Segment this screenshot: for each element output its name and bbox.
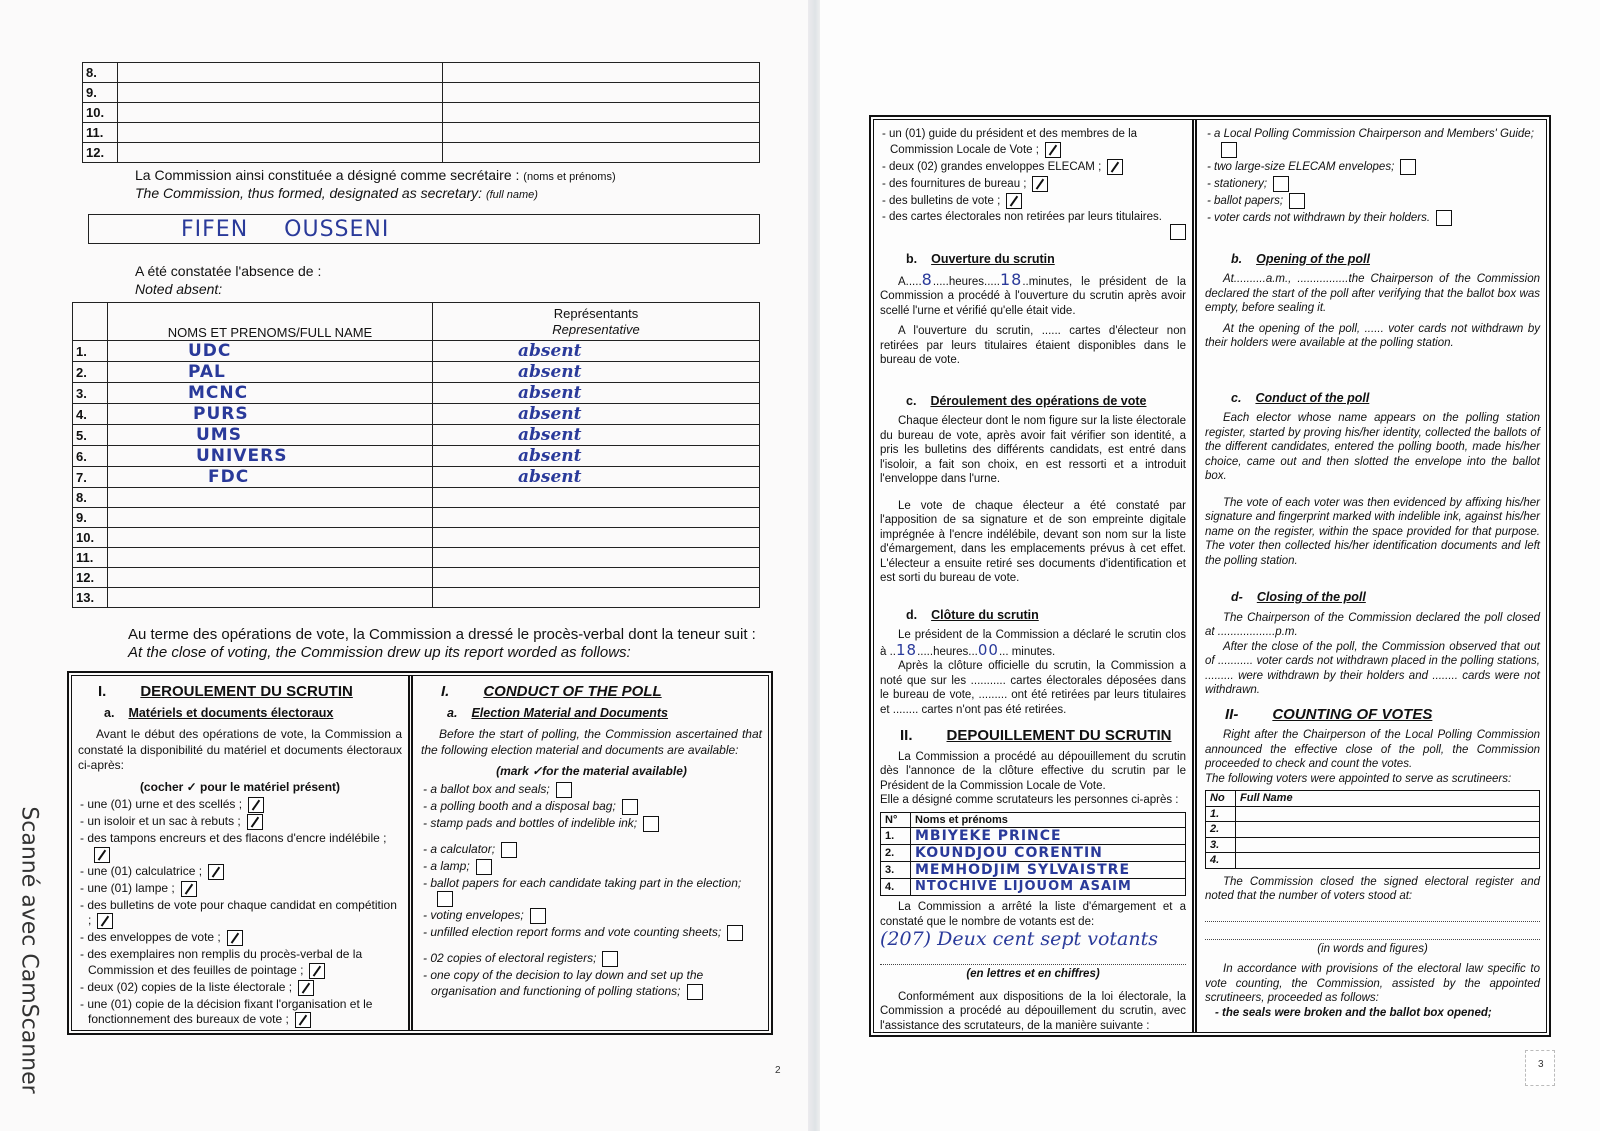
opening-p1-en: At..........a.m., ................the Chairperson of the Commission declared the start of the poll after verifying that the ballot box was empty, before sealing it. <box>1205 273 1540 314</box>
material-item: - voter cards not withdrawn by their holders. <box>1205 210 1540 226</box>
words-figures-note-fr: (en lettres et en chiffres) <box>966 968 1100 980</box>
checkbox-checked[interactable] <box>1032 176 1048 192</box>
column-divider <box>1192 120 1197 1032</box>
checkbox-empty[interactable] <box>1273 176 1289 192</box>
representative-cell[interactable] <box>433 548 760 568</box>
secretary-label-en: The Commission, thus formed, designated as secretary: (full name) <box>135 185 538 201</box>
member-role-cell[interactable] <box>443 123 760 143</box>
absent-name-cell[interactable]: UNIVERS <box>108 446 433 467</box>
absent-name-cell[interactable] <box>108 508 433 528</box>
member-role-cell[interactable] <box>443 143 760 163</box>
material-item: - des enveloppes de vote ; <box>78 930 402 946</box>
closing-p2-fr: Après la clôture officielle du scrutin, la Commission a noté que sur les ........... cartes électorales déposées dans le bureau de vote, ......... ont été retirées par leurs titulaires et ........ cartes n'ont pas été retirées. <box>880 660 1186 716</box>
table-row: 1. UDC absent <box>73 341 760 362</box>
section-continuation-box <box>870 116 1550 1036</box>
material-item: - stamp pads and bottles of indelible ink; <box>421 816 762 832</box>
closing-p1-en: The Chairperson of the Commission declared the poll closed at ..................p.m. <box>1205 611 1540 638</box>
member-name-cell[interactable] <box>118 63 443 83</box>
scrutineer-name-cell[interactable]: MBIYEKE PRINCE <box>911 828 1186 845</box>
counting-p2-fr: Elle a désigné comme scrutateurs les personnes ci-après : <box>880 794 1179 806</box>
checkbox-checked[interactable] <box>227 930 243 946</box>
right-english-column <box>1199 120 1546 1032</box>
absent-name-cell[interactable]: FDC <box>108 467 433 488</box>
representative-cell[interactable]: absent <box>433 383 760 404</box>
absent-name-cell[interactable] <box>108 488 433 508</box>
material-item: - des exemplaires non remplis du procès-verbal de la Commission et des feuilles de pointage ; <box>80 947 363 977</box>
checkbox-checked[interactable] <box>1006 193 1022 209</box>
table-row: 5. UMS absent <box>73 425 760 446</box>
opening-p2-en: At the opening of the poll, ...... voter cards not withdrawn by their holders were available at the polling station. <box>1205 322 1540 349</box>
table-row: 10. <box>73 528 760 548</box>
material-item: - une (01) calculatrice ; <box>78 864 402 880</box>
table-row: 3. MEMHODJIM SYLVAISTRE <box>881 862 1186 879</box>
representative-cell[interactable] <box>433 568 760 588</box>
checkbox-empty[interactable] <box>1436 210 1452 226</box>
material-item: - un (01) guide du président et des membres de la Commission Locale de Vote ; <box>882 128 1138 156</box>
counting-p4-en: In accordance with provisions of the electoral law specific to vote counting, the Commission, assisted by the appointed scrutineers, proceeded as follows: <box>1205 963 1540 1004</box>
table-row: 9. <box>73 508 760 528</box>
counting-p1-fr: La Commission a procédé au dépouillement du scrutin dès l'annonce de la clôture effective du scrutin par le Président de la Commission Locale de Vote. <box>880 750 1186 792</box>
material-item: - des fournitures de bureau ; <box>880 176 1186 192</box>
representative-cell[interactable]: absent <box>433 404 760 425</box>
material-item: - un isoloir et un sac à rebuts ; <box>78 814 402 830</box>
table-row: 3. MCNC absent <box>73 383 760 404</box>
representative-cell[interactable]: absent <box>433 341 760 362</box>
checkbox-empty[interactable] <box>1400 159 1416 175</box>
section-heading-en: I. CONDUCT OF THE POLL <box>441 683 662 700</box>
counting-p3-en: The Commission closed the signed electoral register and noted that the number of voters stood at: <box>1205 875 1540 902</box>
column-divider <box>408 676 413 1030</box>
table-row: 6. UNIVERS absent <box>73 446 760 467</box>
intro-fr: Avant le début des opérations de vote, la Commission a constaté la disponibilité du matériel et documents électoraux ci-après: <box>78 727 402 772</box>
checkbox-empty[interactable] <box>727 925 743 941</box>
conduct-p1-en: Each elector whose name appears on the polling station register, started by proving his/her identity, collected the ballots of the different candidates, entered the polling booth, made his/her choice, came out and then slotted the envelope into the ballot box. <box>1205 412 1540 482</box>
representative-cell[interactable]: absent <box>433 362 760 383</box>
closing-p2-en: After the close of the poll, the Commission observed that out of ........... voter cards not withdrawn placed in the polling stations, ......... were withdrawn by their holders and ........ cards were not withdrawn. <box>1205 640 1540 696</box>
table-row: 13. <box>73 588 760 608</box>
checkbox-checked[interactable] <box>247 814 263 830</box>
material-item: - des bulletins de vote ; <box>880 193 1186 209</box>
counting-p3-fr: La Commission a arrêté la liste d'émargement et a constaté que le nombre de votants est de: <box>880 901 1186 928</box>
table-row: 10. <box>83 103 760 123</box>
scrutineer-name-cell[interactable] <box>1236 806 1540 822</box>
checkbox-checked[interactable] <box>298 980 314 996</box>
material-item: - a ballot box and seals; <box>421 782 762 798</box>
checkbox-empty[interactable] <box>476 859 492 875</box>
table-row: 2. <box>1206 822 1540 838</box>
absent-name-cell[interactable]: PAL <box>108 362 433 383</box>
representative-cell[interactable]: absent <box>433 467 760 488</box>
material-item: - a lamp; <box>421 859 762 875</box>
material-item: - une (01) lampe ; <box>78 881 402 897</box>
absent-label-fr: A été constatée l'absence de : <box>135 263 322 279</box>
checkbox-checked[interactable] <box>248 797 264 813</box>
checkbox-checked[interactable] <box>208 864 224 880</box>
opening-heading-fr: b. Ouverture du scrutin <box>906 252 1055 266</box>
material-item: - des bulletins de vote pour chaque candidat en compétition ; <box>80 897 397 928</box>
scrutineer-name-cell[interactable]: MEMHODJIM SYLVAISTRE <box>911 862 1186 879</box>
checkbox-checked[interactable] <box>97 913 113 929</box>
checkbox-checked[interactable] <box>295 1012 311 1028</box>
checkbox-empty[interactable] <box>643 816 659 832</box>
scrutineers-table-fr <box>880 812 1186 897</box>
table-header-row: No Full Name <box>1206 791 1540 807</box>
checkbox-checked[interactable] <box>181 881 197 897</box>
material-item: - two large-size ELECAM envelopes; <box>1205 159 1540 175</box>
table-row: 4. NTOCHIVE LIJOUOM ASAIM <box>881 879 1186 896</box>
right-page <box>820 0 1600 1131</box>
table-row: 2. KOUNDJOU CORENTIN <box>881 845 1186 862</box>
closing-heading-en: d- Closing of the poll <box>1231 590 1366 604</box>
closing-p1-fr: Le président de la Commission a déclaré le scrutin clos à ..18.....heures...00... minutes. <box>880 629 1186 659</box>
table-row: 11. <box>83 123 760 143</box>
material-item: - ballot papers; <box>1205 193 1540 209</box>
material-item: - a polling booth and a disposal bag; <box>421 799 762 815</box>
report-intro-fr: Au terme des opérations de vote, la Commission a dressé le procès-verbal dont la teneur suit : <box>128 626 756 643</box>
instruction-en: (mark ✓for the material available) <box>496 764 687 778</box>
table-row: 8. <box>73 488 760 508</box>
conduct-heading-fr: c. Déroulement des opérations de vote <box>906 393 1147 408</box>
scrutineers-table-en <box>1205 790 1540 869</box>
section-english-column <box>415 676 768 1030</box>
table-row: 12. <box>73 568 760 588</box>
counting-p2-en: The following voters were appointed to serve as scrutineers: <box>1205 772 1512 785</box>
checkbox-checked[interactable] <box>94 847 110 863</box>
table-header-row <box>73 303 760 341</box>
opening-paragraph-fr: A.....8.....heures.....18..minutes, le président de la Commission a procédé à l'ouverture du scrutin après avoir scellé l'urne et vérifié qu'elle était vide. <box>880 269 1186 317</box>
header-full-name: NOMS ET PRENOMS/FULL NAME <box>108 303 433 341</box>
absent-name-cell[interactable]: UDC <box>108 341 433 362</box>
counting-p1-en: Right after the Chairperson of the Local Polling Commission announced the effective close of the poll, the Commission proceeded to check and count the votes. <box>1205 729 1540 770</box>
absent-name-cell[interactable] <box>108 548 433 568</box>
opening-hours-value[interactable]: 8 <box>921 269 933 289</box>
absent-representatives-table <box>72 302 760 608</box>
voters-count-field[interactable]: (207) Deux cent sept votants <box>880 931 1186 965</box>
material-item: - deux (02) grandes enveloppes ELECAM ; <box>880 159 1186 175</box>
material-item: - des cartes électorales non retirées par leurs titulaires. <box>880 210 1186 241</box>
report-intro-en: At the close of voting, the Commission drew up its report worded as follows: <box>128 644 631 661</box>
section-conduct-of-poll <box>68 672 772 1034</box>
material-item: - voting envelopes; <box>421 908 762 924</box>
material-item: - une (01) copie de la décision fixant l'organisation et le fonctionnement des bureaux de vote ; <box>80 996 373 1027</box>
secretary-label-fr: La Commission ainsi constituée a désigné comme secrétaire : (noms et prénoms) <box>135 167 616 183</box>
member-role-cell[interactable] <box>443 63 760 83</box>
conduct-heading-en: c. Conduct of the poll <box>1231 390 1370 405</box>
member-name-cell[interactable] <box>118 143 443 163</box>
section-french-column <box>72 676 408 1030</box>
closing-minutes-value[interactable]: 00 <box>977 640 999 659</box>
absent-name-cell[interactable]: UMS <box>108 425 433 446</box>
checkbox-checked[interactable] <box>1107 159 1123 175</box>
conduct-p2-fr: Le vote de chaque électeur a été constaté par l'apposition de sa signature et de son empreinte digitale imprégnée à l'encre indélébile, devant son nom sur la liste d'émargement, dans les emplacements prévus à cet effet. L'électeur a ensuite retiré ses documents d'identification et est sorti du bureau de vote. <box>880 499 1186 584</box>
material-item: - 02 copies of electoral registers; <box>421 951 762 967</box>
absent-label-en: Noted absent: <box>135 281 223 297</box>
conduct-p1-fr: Chaque électeur dont le nom figure sur la liste électorale du bureau de vote, après avoir fait vérifier son identité, a pris les bulletins des différents candidats, est entré dans l'isoloir, a fait son choix, en est ressorti et a introduit l'enveloppe dans l'urne. <box>880 415 1186 485</box>
voters-count-field-en[interactable] <box>1205 906 1540 922</box>
checkbox-empty[interactable] <box>1170 224 1186 240</box>
scrutineer-name-cell[interactable]: KOUNDJOU CORENTIN <box>911 845 1186 862</box>
right-french-column <box>874 120 1192 1032</box>
absent-name-cell[interactable] <box>108 588 433 608</box>
material-item: - deux (02) copies de la liste électorale ; <box>78 980 402 996</box>
table-row: 1. <box>1206 806 1540 822</box>
material-item: - one copy of the decision to lay down and set up the organisation and functioning of polling stations; <box>423 968 704 998</box>
table-row: 2. PAL absent <box>73 362 760 383</box>
material-item: - une (01) urne et des scellés ; <box>78 797 402 813</box>
representative-cell[interactable] <box>433 588 760 608</box>
checkbox-empty[interactable] <box>530 908 546 924</box>
section-heading-fr: I. DEROULEMENT DU SCRUTIN <box>98 683 353 700</box>
member-name-cell[interactable] <box>118 83 443 103</box>
checkbox-empty[interactable] <box>1221 142 1237 158</box>
material-item: - a Local Polling Commission Chairperson and Members' Guide; <box>1205 127 1540 158</box>
opening-cards-fr: A l'ouverture du scrutin, ...... cartes d'électeur non retirées par leurs titulaires étaient disponibles dans le bureau de vote. <box>880 325 1186 366</box>
absent-name-cell[interactable]: PURS <box>108 404 433 425</box>
page-number-tab <box>1525 1050 1555 1086</box>
checkbox-empty[interactable] <box>437 891 453 907</box>
subsection-heading-fr: a. Matériels et documents électoraux <box>104 705 334 720</box>
counting-p4-fr: Conformément aux dispositions de la loi électorale, la Commission a procédé au dépouillement du scrutin, avec l'assistance des scrutateurs, de la manière suivante : <box>880 990 1186 1032</box>
table-row: 3. <box>1206 837 1540 853</box>
commission-members-table <box>82 62 760 163</box>
table-row: 4. PURS absent <box>73 404 760 425</box>
conduct-p2-en: The vote of each voter was then evidenced by affixing his/her signature and fingerprint marked with indelible ink, against his/her name on the register, within the space provided for that purpose. The voter then collected his/her identification documents and left the polling station. <box>1205 496 1540 567</box>
representative-cell[interactable]: absent <box>433 446 760 467</box>
table-header-row: N° Noms et prénoms <box>881 812 1186 828</box>
absent-name-cell[interactable] <box>108 568 433 588</box>
subsection-heading-en: a. Election Material and Documents <box>447 705 669 720</box>
table-row: 8. <box>83 63 760 83</box>
representative-cell[interactable] <box>433 488 760 508</box>
member-name-cell[interactable] <box>118 123 443 143</box>
material-item: - ballot papers for each candidate taking part in the election; <box>421 876 762 908</box>
camscanner-watermark: Scanné avec CamScanner <box>16 806 42 1094</box>
material-item: - a calculator; <box>421 842 762 858</box>
member-role-cell[interactable] <box>443 83 760 103</box>
representative-cell[interactable]: absent <box>433 425 760 446</box>
scrutineer-name-cell[interactable] <box>1236 837 1540 853</box>
checkbox-empty[interactable] <box>687 984 703 1000</box>
scrutineer-name-cell[interactable] <box>1236 822 1540 838</box>
page-number: 3 <box>1538 1059 1544 1070</box>
words-figures-note-en: (in words and figures) <box>1317 942 1428 955</box>
representative-cell[interactable] <box>433 508 760 528</box>
secretary-field[interactable]: FIFEN OUSSENI <box>88 214 760 244</box>
closing-hours-value[interactable]: 18 <box>896 640 918 659</box>
member-name-cell[interactable] <box>118 103 443 123</box>
voters-count-field-en-2[interactable] <box>1205 924 1540 940</box>
table-row: 12. <box>83 143 760 163</box>
counting-p5-en: - the seals were broken and the ballot box opened; <box>1215 1006 1492 1019</box>
checkbox-empty[interactable] <box>1289 193 1305 209</box>
representative-cell[interactable] <box>433 528 760 548</box>
table-row: 9. <box>83 83 760 103</box>
opening-minutes-value[interactable]: 18 <box>999 269 1023 289</box>
page-number: 2 <box>775 1065 781 1076</box>
scrutineer-name-cell[interactable] <box>1236 853 1540 869</box>
checkbox-empty[interactable] <box>622 799 638 815</box>
checkbox-empty[interactable] <box>602 951 618 967</box>
member-role-cell[interactable] <box>443 103 760 123</box>
intro-en: Before the start of polling, the Commission ascertained that the following election material and documents are available: <box>421 727 762 757</box>
header-representative: Représentants Representative <box>433 303 760 341</box>
counting-heading-en: II- COUNTING OF VOTES <box>1225 705 1433 723</box>
table-row: 11. <box>73 548 760 568</box>
table-row: 4. <box>1206 853 1540 869</box>
closing-heading-fr: d. Clôture du scrutin <box>906 607 1039 622</box>
opening-heading-en: b. Opening of the poll <box>1231 251 1370 266</box>
material-item: - des tampons encreurs et des flacons d'encre indélébile ; <box>78 831 402 863</box>
absent-name-cell[interactable]: MCNC <box>108 383 433 404</box>
instruction-fr: (cocher ✓ pour le matériel présent) <box>139 779 341 794</box>
material-item: - unfilled election report forms and vote counting sheets; <box>421 925 762 941</box>
checkbox-checked[interactable] <box>309 963 325 979</box>
material-item: - stationery; <box>1205 176 1540 192</box>
absent-name-cell[interactable] <box>108 528 433 548</box>
checkbox-empty[interactable] <box>556 782 572 798</box>
counting-heading-fr: II. DEPOUILLEMENT DU SCRUTIN <box>900 727 1172 744</box>
checkbox-empty[interactable] <box>501 842 517 858</box>
checkbox-checked[interactable] <box>1045 142 1061 158</box>
table-row: 1. MBIYEKE PRINCE <box>881 828 1186 845</box>
table-row: 7. FDC absent <box>73 467 760 488</box>
scrutineer-name-cell[interactable]: NTOCHIVE LIJOUOM ASAIM <box>911 879 1186 896</box>
